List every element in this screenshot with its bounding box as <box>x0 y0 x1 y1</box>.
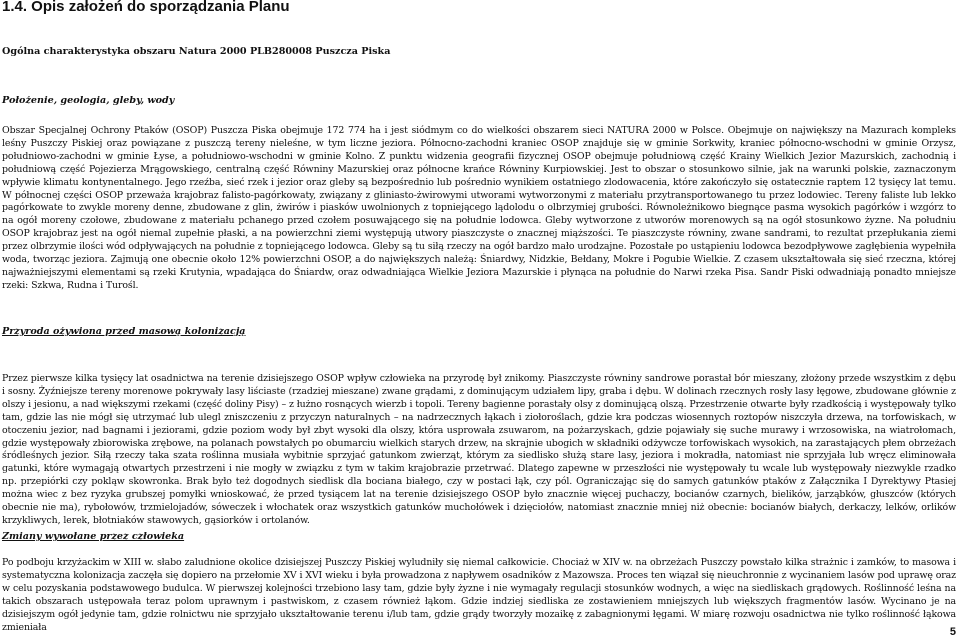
general-heading: Ogólna charakterystyka obszaru Natura 2000 PLB280008 Puszcza Piska <box>2 46 391 57</box>
page-number: 5 <box>949 626 956 638</box>
human-heading: Zmiany wywołane przez człowieka <box>2 531 185 542</box>
location-heading: Położenie, geologia, gleby, wody <box>2 95 175 106</box>
nature-heading: Przyroda ożywiona przed masową kolonizacją <box>2 326 246 337</box>
section-title: 1.4. Opis założeń do sporządzania Planu <box>2 0 290 15</box>
human-paragraph: Po podboju krzyżackim w XIII w. słabo zaludnione okolice dzisiejszej Puszczy Piskiej wyludniły się niemal całkowicie. Chociaż w XIV w. na obrzeżach Puszczy powstało kilka strażnic i zamków, to masowa i systematyczna kolonizacja zaczęła się dopiero na przełomie XV i XVI wieku i była prowadzona z napływem osadników z Mazowsza. Proces ten wiązał się nieuchronnie z wycinaniem lasów pod uprawę oraz w celu pozyskania podstawowego budulca. W pierwszej kolejności trzebiono lasy tam, gdzie były żyzne i nie wymagały regulacji stosunków wodnych, a więc na siedliskach grądowych. Roślinność leśna na takich obszarach ustępowała teraz polom uprawnym i pastwiskom, z czasem również łąkom. Gdzie indziej siedliska ze zostawieniem mniejszych lub większych fragmentów lasów. Wycinano je na dzisiejszym ogół jedynie tam, gdzie rolnictwu nie sprzyjało ukształtowanie terenu i/lub tam, gdzie grądy tworzyły mozaikę z zabagnionymi łęgami. W miarę rozwoju osadnictwa nie tylko roślinność łąkowa zmieniała <box>2 557 956 633</box>
nature-paragraph: Przez pierwsze kilka tysięcy lat osadnictwa na terenie dzisiejszego OSOP wpływ człowieka na przyrodę był znikomy. Piaszczyste równiny sandrowe porastał bór mieszany, złożony przede wszystkim z dębu i sosny. Żyźniejsze tereny morenowe pokrywały lasy liściaste (rzadziej mieszane) zwane grądami, z dominującym udziałem lipy, graba i dębu. W dolinach rzecznych rosły lasy łęgowe, zbudowane głównie z olszy i jesionu, a nad większymi rzekami (część doliny Pisy) – z łużno rosnących wierzb i topoli. Tereny bagienne porastały olsy z dominującą olszą. Przestrzenie otwarte były rzadkością i występowały tylko tam, gdzie las nie mógł się utrzymać lub ulegl zniszczeniu z przyczyn naturalnych – na nadrzecznych łąkach i ziołoroślach, gdzie kra podczas wiosennych roztopów niszczyła drzewa, na torfowiskach, w otoczeniu jezior, nad bagnami i jeziorami, gdzie poziom wody był zbyt wysoki dla olszy, która usprowała zsuwarom, na pożarzyskach, gdzie pojawiały się suche murawy i wrzosowiska, na wiatrołomach, gdzie występowały zbiorowiska zrębowe, na polanach powstałych po obumarciu wielkich starych drzew, na skrajnie ubogich w składniki odżywcze torfowiskach wysokich, na zarastających płem obrzeżach śródleśnych jezior. Siłą rzeczy taka szata roślinna musiała wybitnie sprzyjać gatunkom zwierząt, którym za siedlisko służą stare lasy, jeziora i mokradła, natomiast nie sprzyjała lub wręcz eliminowała gatunki, które wymagają otwartych przestrzeni i nie mogły w związku z tym w takim krajobrazie przetrwać. Dlatego zapewne w przeszłości nie występowały tu wcale lub występowały niezwykle rzadko np. przepiórki czy pokląw skowronka. Brak było też dogodnych siedlisk dla bociana białego, czy w postaci łąk, czy pól. Ograniczając się do samych gatunków ptaków z Załącznika I Dyrektywy Ptasiej można wiec z bez ryzyka grubszej pomyłki wnioskować, że przed tysiącem lat na terenie dzisiejszego OSOP było znacznie więcej puchaczy, bocianów czarnych, bielików, jarząbków, głuszców (których obecnie nie ma), rybołowów, trzmielojadów, sóweczek i włochatek oraz wszystkich gatunków muchołówek i dzięciołów, natomiast znacznie mniej niż obecnie: bocianów białych, derkaczy, lelków, orlików krzykliwych, lerek, błotniaków stawowych, gąsiorków i ortolanów. <box>2 373 956 526</box>
location-paragraph: Obszar Specjalnej Ochrony Ptaków (OSOP) Puszcza Piska obejmuje 172 774 ha i jest siódmym co do wielkości obszarem sieci NATURA 2000 w Polsce. Obejmuje on największy na Mazurach kompleks leśny Puszczy Piskiej oraz powiązane z puszczą tereny nieleśne, w tym liczne jeziora. Północno-zachodni kraniec OSOP znajduje się w gminie Sorkwity, kraniec północno-wschodni w gminie Orzysz, południowo-zachodni w gminie Łyse, a południowo-wschodni w gminie Kolno. Z punktu widzenia geografii fizycznej OSOP obejmuje południową część Krainy Wielkich Jezior Mazurskich, zachodnią i południową część Pojezierza Mrągowskiego, centralną część Równiny Mazurskiej oraz północne krańce Równiny Kurpiowskiej. Jest to obszar o stosunkowo silnie, jak na warunki polskie, zaznaczonym wpływie klimatu kontynentalnego. Jego rzeźba, sieć rzek i jezior oraz gleby są bezpośrednio lub pośrednio wynikiem ostatniego zlodowacenia, które zakończyło się ostatecznie raptem 12 tysięcy lat temu. W północnej części OSOP przeważa krajobraz falisto-pagórkowaty, związany z gliniasto-żwirowymi utworami wytworzonymi z materiału przytransportowanego tu przez lodowiec. Tereny faliste lub lekko pagórkowate to zwykle moreny denne, zbudowane z glin, żwirów i piasków uwolnionych z topniejącego lądolodu o olbrzymiej grubości. Równoleżnikowo biegnące pasma wysokich pagórków i wzgórz to na ogół moreny czołowe, zbudowane z materiału pchanego przed czołem posuwającego się na południe lodowca. Gleby wytworzone z utworów morenowych są na ogół stosunkowo żyzne. Na południu OSOP krajobraz jest na ogół niemal zupełnie płaski, a na powierzchni ziemi występują utwory piaszczyste o znacznej miąższości. Te piaszczyste równiny, zwane sandrami, to rezultat przepłukania ziemi przez olbrzymie ilości wód odpływających na południe z topniejącego lodowca. Gleby są tu siłą rzeczy na ogół bardzo mało urodzajne. Pozostałe po ustąpieniu lodowca bezodpływowe zagłębienia wypełniła woda, tworząc jeziora. Zajmują one obecnie około 12% powierzchni OSOP, a do największych należą: Śniardwy, Nidzkie, Bełdany, Mokre i Pogubie Wielkie. Z czasem ukształtowała się sieć rzeczna, której najważniejszymi elementami są rzeki Krutynia, wpadająca do Śniardw, oraz odwadniająca Wielkie Jeziora Mazurskie i płynąca na południe do Narwi rzeka Pisa. Sandr Piski odwadniają ponadto mniejsze rzeki: Szkwa, Rudna i Turośl. <box>2 125 956 291</box>
